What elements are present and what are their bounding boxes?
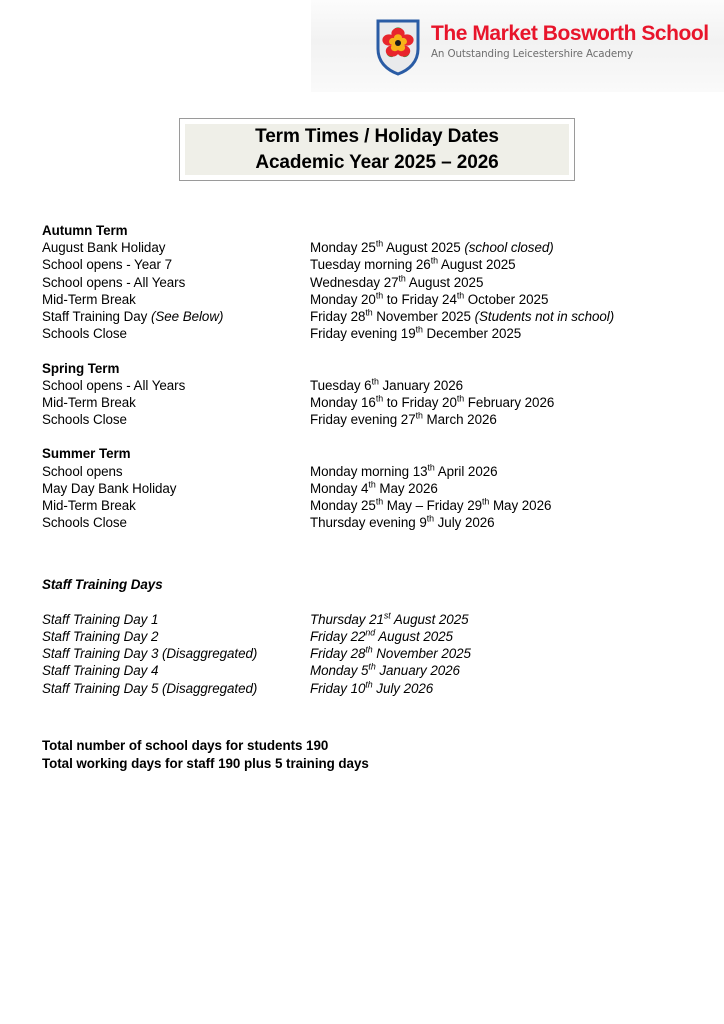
school-name: The Market Bosworth School (431, 22, 709, 45)
ordinal-suffix: th (415, 324, 423, 335)
date-value: Monday morning 13th April 2026 (310, 462, 498, 479)
date-value: Wednesday 27th August 2025 (310, 273, 484, 290)
date-note: (Students not in school) (474, 309, 615, 325)
event-label: Schools Close (42, 515, 127, 531)
school-tagline: An Outstanding Leicestershire Academy (431, 48, 633, 61)
term-date-row (42, 274, 682, 291)
event-label-note: (See Below) (150, 309, 224, 325)
term-date-row (42, 256, 682, 273)
ordinal-suffix: th (365, 679, 373, 690)
school-crest-shield-icon (375, 18, 421, 76)
term-date-row (42, 497, 682, 514)
event-label: August Bank Holiday (42, 240, 166, 256)
document-title-inner (185, 124, 569, 175)
term-date-row (42, 480, 682, 497)
date-value: Monday 20th to Friday 24th October 2025 (310, 290, 549, 307)
total-staff-days: Total working days for staff 190 plus 5 training days (42, 755, 369, 771)
page-title-line-2: Academic Year 2025 – 2026 (255, 151, 499, 173)
ordinal-suffix: th (375, 496, 384, 507)
term-heading: Autumn Term (42, 223, 128, 238)
event-label: Staff Training Day 5 (Disaggregated) (42, 680, 258, 696)
ordinal-suffix: th (368, 661, 376, 672)
staff-training-section (42, 576, 682, 697)
term-heading: Spring Term (42, 360, 120, 376)
term-date-row (42, 239, 682, 256)
event-label: Staff Training Day 3 (Disaggregated) (42, 646, 258, 662)
term-block (42, 222, 682, 343)
training-day-row (42, 628, 682, 645)
total-student-days: Total number of school days for students 190 (42, 737, 329, 753)
date-value: Friday 28th November 2025 (Students not in school) (310, 307, 615, 325)
term-heading: Summer Term (42, 446, 131, 462)
staff-training-list (42, 611, 682, 697)
term-date-row (42, 514, 682, 531)
date-note: (school closed) (464, 240, 554, 256)
event-label: Staff Training Day 4 (42, 663, 159, 679)
event-label: Mid-Term Break (42, 394, 136, 410)
ordinal-suffix: th (482, 496, 490, 507)
event-label: School opens - All Years (42, 274, 186, 290)
event-label: Staff Training Day 1 (42, 611, 159, 627)
date-value: Monday 16th to Friday 20th February 2026 (310, 393, 555, 410)
event-label: School opens - Year 7 (42, 257, 172, 273)
training-day-row (42, 645, 682, 662)
ordinal-suffix: th (456, 393, 465, 404)
ordinal-suffix: th (365, 307, 373, 318)
event-label: Schools Close (42, 412, 127, 428)
term-block (42, 360, 682, 429)
event-label: Mid-Term Break (42, 498, 136, 514)
date-value: Monday 25th May – Friday 29th May 2026 (310, 496, 552, 514)
ordinal-suffix: th (456, 290, 465, 301)
school-logo (375, 18, 709, 76)
ordinal-suffix: th (398, 273, 406, 284)
ordinal-suffix: th (365, 644, 373, 655)
staff-training-heading: Staff Training Days (42, 576, 163, 592)
terms-container (42, 222, 682, 532)
ordinal-suffix: th (427, 462, 435, 473)
training-day-row (42, 662, 682, 679)
event-label: Staff Training Day 2 (42, 628, 159, 644)
ordinal-suffix: th (426, 513, 434, 524)
training-day-row (42, 680, 682, 697)
date-value: Monday 5th January 2026 (310, 661, 460, 679)
term-date-row (42, 377, 682, 394)
term-date-row (42, 394, 682, 411)
event-label: Staff Training Day (See Below) (42, 309, 224, 325)
document-title-box (179, 118, 575, 181)
training-day-row (42, 611, 682, 628)
event-label: Schools Close (42, 326, 127, 342)
ordinal-suffix: st (383, 610, 391, 621)
date-value: Tuesday morning 26th August 2025 (310, 255, 516, 273)
date-value: Friday 28th November 2025 (310, 644, 471, 662)
term-block (42, 445, 682, 531)
date-value: Tuesday 6th January 2026 (310, 376, 464, 393)
term-date-row (42, 308, 682, 325)
event-label: May Day Bank Holiday (42, 480, 177, 496)
term-date-row (42, 411, 682, 428)
ordinal-suffix: th (415, 410, 423, 421)
date-value: Monday 4th May 2026 (310, 479, 438, 496)
term-date-row (42, 463, 682, 480)
date-value: Friday 22nd August 2025 (310, 627, 453, 644)
ordinal-suffix: th (375, 393, 384, 404)
ordinal-suffix: nd (365, 627, 376, 638)
date-value: Thursday 21st August 2025 (310, 610, 469, 627)
date-value: Friday evening 27th March 2026 (310, 410, 497, 428)
header-band (311, 0, 724, 92)
term-date-row (42, 325, 682, 342)
ordinal-suffix: th (375, 290, 384, 301)
totals-section (42, 737, 682, 772)
page-title-line-1: Term Times / Holiday Dates (255, 126, 499, 148)
event-label: School opens - All Years (42, 377, 186, 393)
logo-text-block (431, 18, 709, 60)
ordinal-suffix: th (430, 255, 438, 266)
date-value: Friday evening 19th December 2025 (310, 324, 522, 342)
event-label: Mid-Term Break (42, 291, 136, 307)
term-dates-content (42, 222, 682, 772)
event-label: School opens (42, 463, 123, 479)
term-date-row (42, 291, 682, 308)
date-value: Thursday evening 9th July 2026 (310, 513, 495, 531)
ordinal-suffix: th (375, 238, 384, 249)
date-value: Friday 10th July 2026 (310, 679, 434, 696)
date-value: Monday 25th August 2025 (school closed) (310, 238, 554, 256)
ordinal-suffix: th (371, 376, 379, 387)
ordinal-suffix: th (368, 479, 376, 490)
